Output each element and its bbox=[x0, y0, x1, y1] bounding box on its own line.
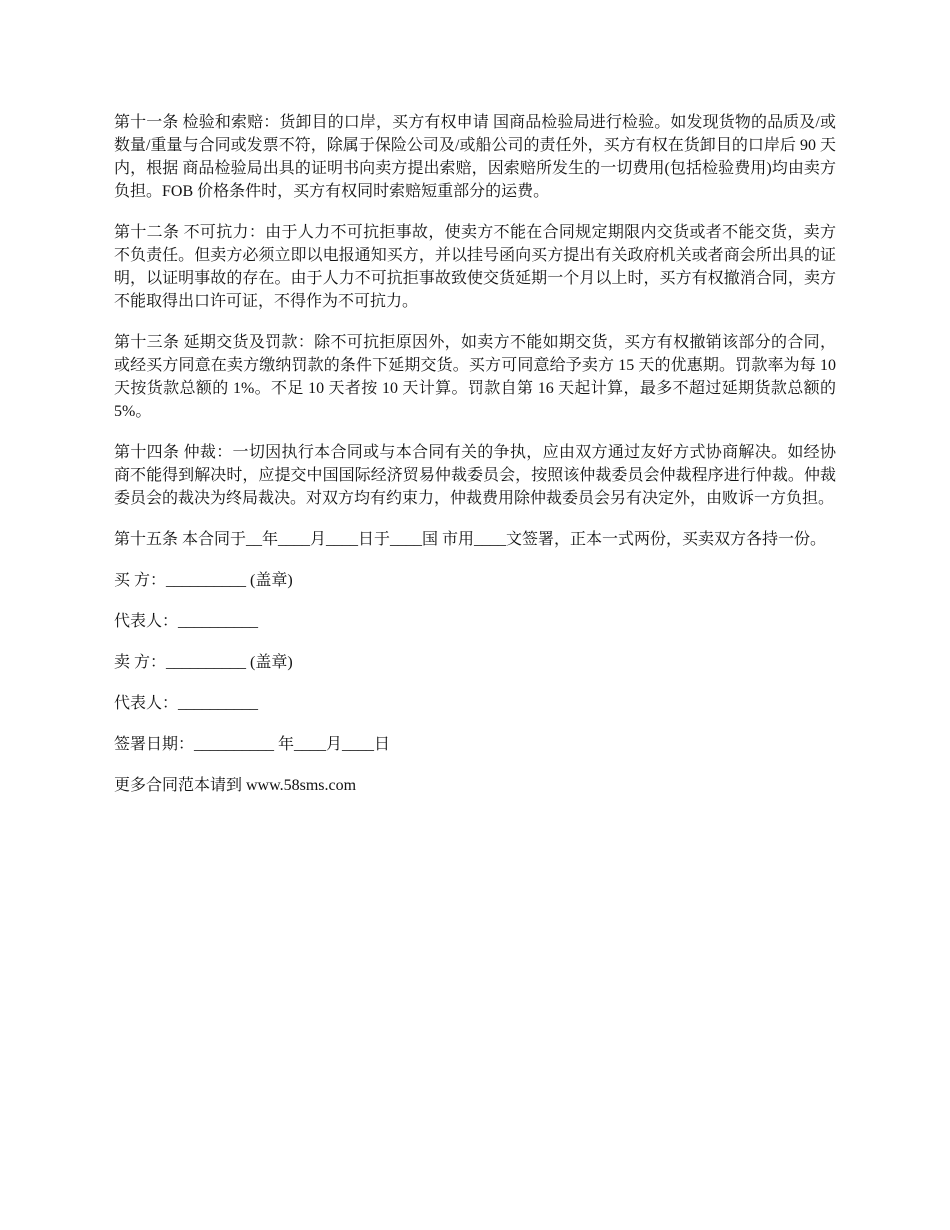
more-templates-footer: 更多合同范本请到 www.58sms.com bbox=[114, 777, 357, 794]
buyer-representative-line: 代表人：__________ bbox=[114, 613, 259, 630]
seller-representative-line: 代表人：__________ bbox=[114, 695, 259, 712]
signing-date-line: 签署日期：__________ 年____月____日 bbox=[114, 736, 391, 753]
clause-13-late-delivery-penalty: 第十三条 延期交货及罚款：除不可抗拒原因外，如卖方不能如期交货，买方有权撤销该部分的合同，或经买方同意在卖方缴纳罚款的条件下延期交货。买方可同意给予卖方 15 天的优惠期。罚款率为每 10 天按货款总额的 1%。不足 10 天者按 10 天计算。罚款自第 16 天起计算，最多不超过延期货款总额的 5%。 bbox=[114, 334, 836, 420]
seller-signature-line: 卖 方：__________ (盖章) bbox=[114, 654, 293, 671]
buyer-signature-line: 买 方：__________ (盖章) bbox=[114, 572, 293, 589]
contract-page bbox=[114, 111, 836, 815]
clause-14-arbitration: 第十四条 仲裁：一切因执行本合同或与本合同有关的争执，应由双方通过友好方式协商解决。如经协商不能得到解决时，应提交中国国际经济贸易仲裁委员会，按照该仲裁委员会仲裁程序进行仲裁。仲裁委员会的裁决为终局裁决。对双方均有约束力，仲裁费用除仲裁委员会另有决定外，由败诉一方负担。 bbox=[114, 444, 836, 507]
clause-12-force-majeure: 第十二条 不可抗力：由于人力不可抗拒事故，使卖方不能在合同规定期限内交货或者不能交货，卖方不负责任。但卖方必须立即以电报通知买方，并以挂号函向买方提出有关政府机关或者商会所出具的证明，以证明事故的存在。由于人力不可抗拒事故致使交货延期一个月以上时，买方有权撤消合同，卖方不能取得出口许可证，不得作为不可抗力。 bbox=[114, 224, 836, 310]
clause-11-inspection-claims: 第十一条 检验和索赔：货卸目的口岸，买方有权申请 国商品检验局进行检验。如发现货物的品质及/或数量/重量与合同或发票不符，除属于保险公司及/或船公司的责任外，买方有权在货卸目的口岸后 90 天内，根据 商品检验局出具的证明书向卖方提出索赔，因索赔所发生的一切费用(包括检验费用)均由卖方负担。FOB 价格条件时，买方有权同时索赔短重部分的运费。 bbox=[114, 114, 836, 200]
clause-15-signing: 第十五条 本合同于__年____月____日于____国 市用____文签署，正本一式两份，买卖双方各持一份。 bbox=[114, 531, 827, 548]
